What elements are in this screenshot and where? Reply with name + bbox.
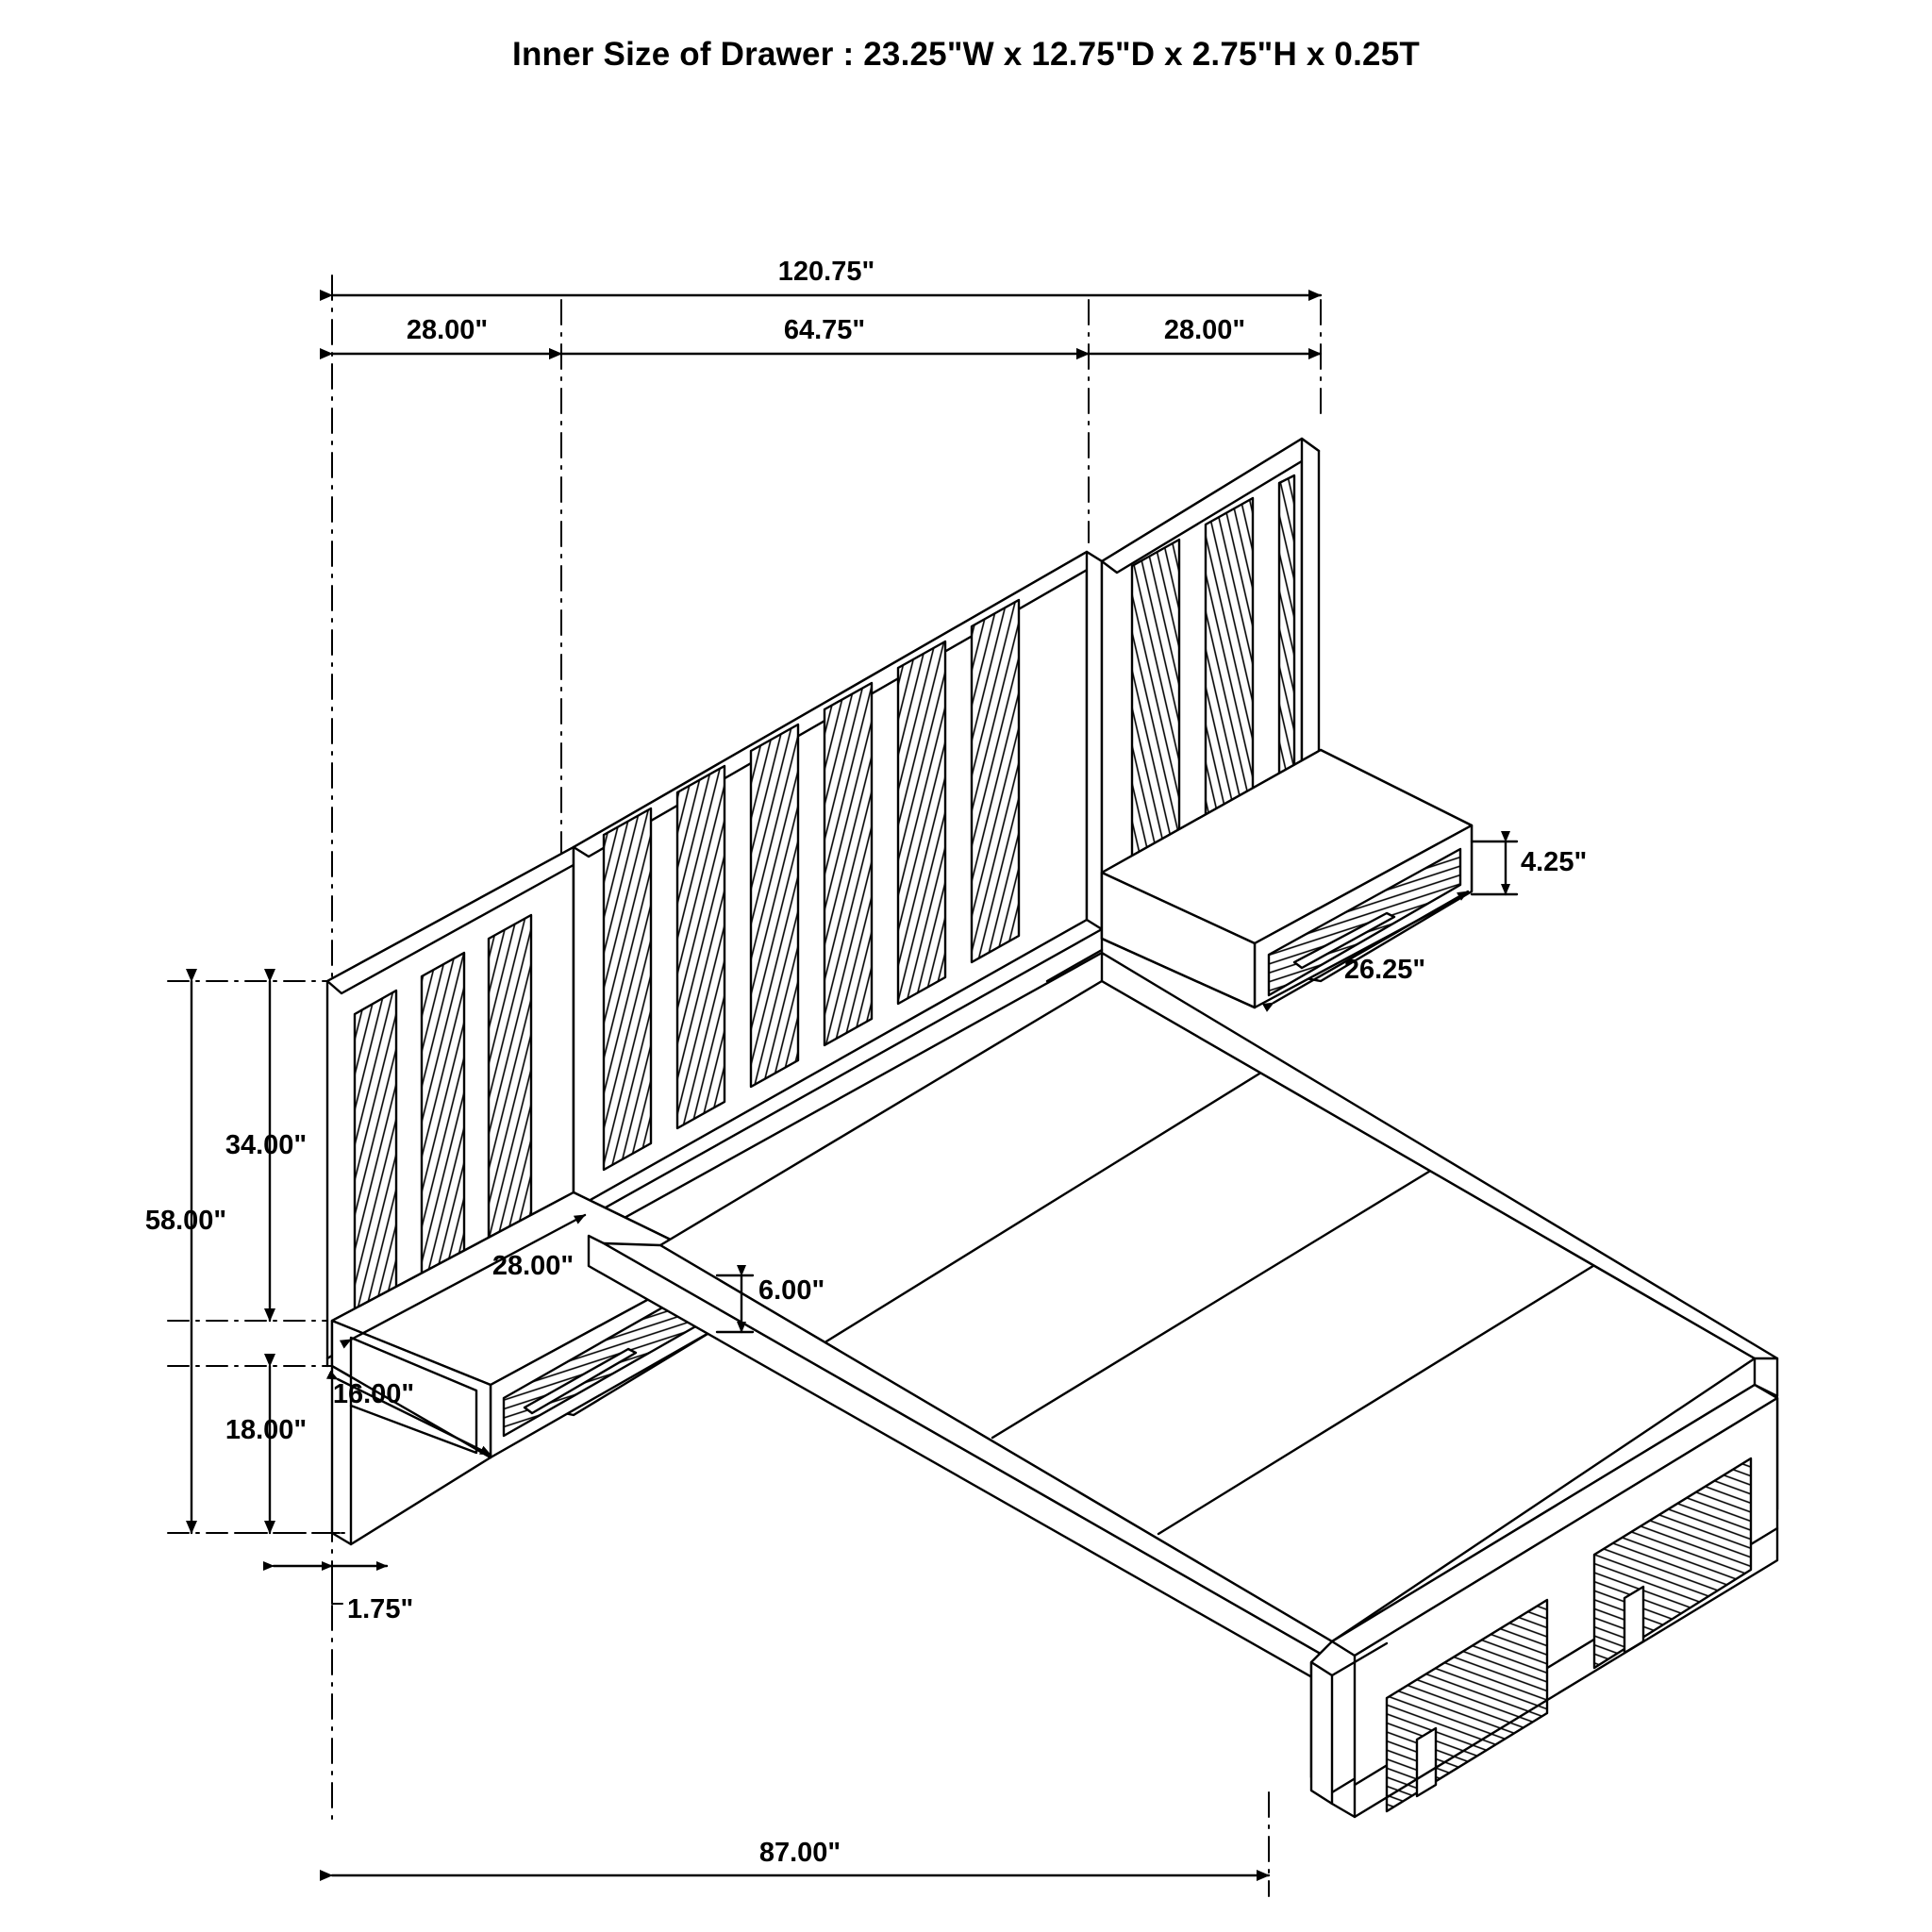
dim-label-base-height: 18.00" bbox=[225, 1415, 308, 1445]
dim-label-right-ns-height: 4.25" bbox=[1521, 847, 1588, 877]
dim-label-left-ns-depth: 16.00" bbox=[332, 1379, 415, 1409]
dim-label-panel-height: 34.00" bbox=[225, 1130, 308, 1160]
dim-label-headboard-span: 64.75" bbox=[783, 315, 866, 345]
dim-label-left-span: 28.00" bbox=[406, 315, 489, 345]
dim-label-left-ns-width: 28.00" bbox=[491, 1251, 575, 1281]
dim-label-overall-depth: 87.00" bbox=[758, 1838, 841, 1868]
dim-label-overall-width: 120.75" bbox=[777, 257, 875, 287]
dim-label-right-ns-depth: 26.25" bbox=[1343, 955, 1426, 985]
dim-label-overall-height: 58.00" bbox=[144, 1206, 227, 1236]
dim-label-right-span: 28.00" bbox=[1163, 315, 1246, 345]
page-title: Inner Size of Drawer : 23.25"W x 12.75"D x 2.75"H x 0.25T bbox=[512, 36, 1420, 73]
dim-label-left-drawer-height: 6.00" bbox=[758, 1275, 825, 1306]
dim-label-panel-thickness: 1.75" bbox=[347, 1594, 414, 1624]
